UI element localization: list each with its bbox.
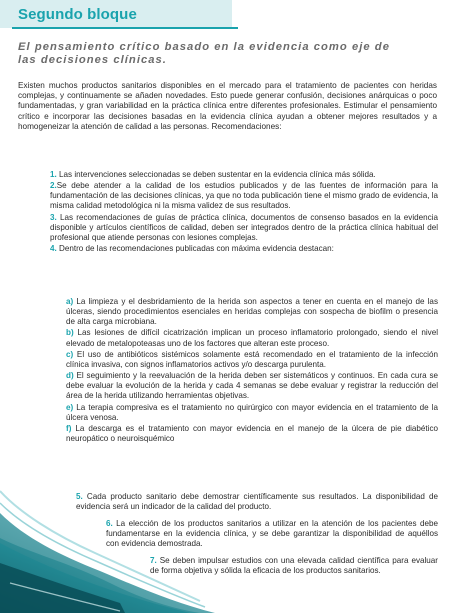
subitem-letter: b) xyxy=(66,328,74,338)
subitem-text: Las lesiones de difícil cicatrización implican un proceso inflamatorio prolongado, siendo el nivel elevado de metalopoteasas uno de los factores que alteran este proceso. xyxy=(66,328,438,348)
item-number: 7. xyxy=(150,556,157,565)
subitem-c xyxy=(66,350,438,370)
subitem-text: La terapia compresiva es el tratamiento no quirúrgico con mayor evidencia en el tratamiento de la úlcera venosa. xyxy=(66,402,438,422)
recommendation-1 xyxy=(50,170,438,180)
item-number: 3. xyxy=(50,212,57,222)
subitem-letter: f) xyxy=(66,424,72,434)
subitem-text: El uso de antibióticos sistémicos solamente está recomendado en el tratamiento de la infección clínica invasiva, con signos inflamatorios activos y/o descarga purulenta. xyxy=(66,349,438,369)
item-number: 1. xyxy=(50,170,57,179)
subitem-b xyxy=(66,328,438,348)
subitem-e xyxy=(66,403,438,423)
intro-paragraph: Existen muchos productos sanitarios disponibles en el mercado para el tratamiento de pacientes con heridas complejas, y continuamente se añaden novedades. Esto puede generar confusión, decisiones anárquicas o poco fundamentadas, y gran variabilidad en la práctica clínica entre diferentes profesionales. Estimular el pensamiento crítico e incorporar las decisiones basadas en la evidencia clínica ayudan a obtener mejores resultados y a homogeneizar la atención de calidad a las personas. Recomendaciones: xyxy=(18,81,437,131)
item-text: La elección de los productos sanitarios a utilizar en la atención de los pacientes debe fundamentarse en la evidencia clínica, y se debe garantizar la disponibilidad de aquéllos con evidencia demostrada. xyxy=(106,519,438,549)
evidence-sublist xyxy=(66,297,438,445)
item-number: 5. xyxy=(76,492,83,501)
subitem-letter: a) xyxy=(66,297,74,306)
subitem-text: La limpieza y el desbridamiento de la herida son aspectos a tener en cuenta en el manejo de las úlceras, siendo procedimientos esenciales en heridas complejas con sospecha de biofilm o presencia de alta carga microbiana. xyxy=(66,297,438,327)
subitem-letter: c) xyxy=(66,349,74,359)
subitem-text: El seguimiento y la reevaluación de la herida deben ser sistemáticos y continuos. En cada cura se debe evaluar la evolución de la herida y cada 4 semanas se debe evaluar y registrar la reducción del área de la herida utilizando herramientas objetivas. xyxy=(66,371,438,401)
item-number: 6. xyxy=(106,519,113,528)
header-rule xyxy=(12,27,238,29)
section-title: Segundo bloque xyxy=(18,6,137,23)
subitem-text: La descarga es el tratamiento con mayor evidencia en el manejo de la úlcera de pie diabético neuropático o neuroisquémico xyxy=(66,424,438,444)
recommendation-4 xyxy=(50,244,438,254)
subitem-a xyxy=(66,297,438,327)
item-text: Se debe atender a la calidad de los estudios publicados y de las fuentes de información para la fundamentación de las decisiones clínicas, ya que no toda publicación tiene el mismo grado de evidencia, la misma calidad metodológica ni la misma validez de sus resultados. xyxy=(50,181,438,211)
item-text: Se deben impulsar estudios con una elevada calidad científica para evaluar de forma objetiva y sólida la eficacia de los productos sanitarios. xyxy=(150,556,438,576)
recommendations-list xyxy=(50,170,438,256)
item-text: Las intervenciones seleccionadas se deben sustentar en la evidencia clínica más sólida. xyxy=(56,170,376,179)
recommendation-2 xyxy=(50,181,438,211)
subitem-letter: e) xyxy=(66,402,74,412)
decorative-swirl xyxy=(0,443,215,613)
item-number: 4. xyxy=(50,244,57,254)
section-subtitle: El pensamiento crítico basado en la evidencia como eje de las decisiones clínicas. xyxy=(18,41,390,66)
recommendation-3 xyxy=(50,213,438,243)
subitem-letter: d) xyxy=(66,371,74,381)
item-text: Cada producto sanitario debe demostrar científicamente sus resultados. La disponibilidad de evidencia será un indicador de la calidad del producto. xyxy=(76,492,438,512)
item-text: Las recomendaciones de guías de práctica clínica, documentos de consenso basados en la evidencia disponible y artículos científicos de calidad, deben ser integrados dentro de la práctica clínica habitual del profesional que atiende personas con lesiones complejas. xyxy=(50,212,438,242)
subitem-d xyxy=(66,371,438,401)
item-text: Dentro de las recomendaciones publicadas con máxima evidencia destacan: xyxy=(56,244,334,254)
subitem-f xyxy=(66,424,438,444)
item-number: 2. xyxy=(50,181,57,191)
